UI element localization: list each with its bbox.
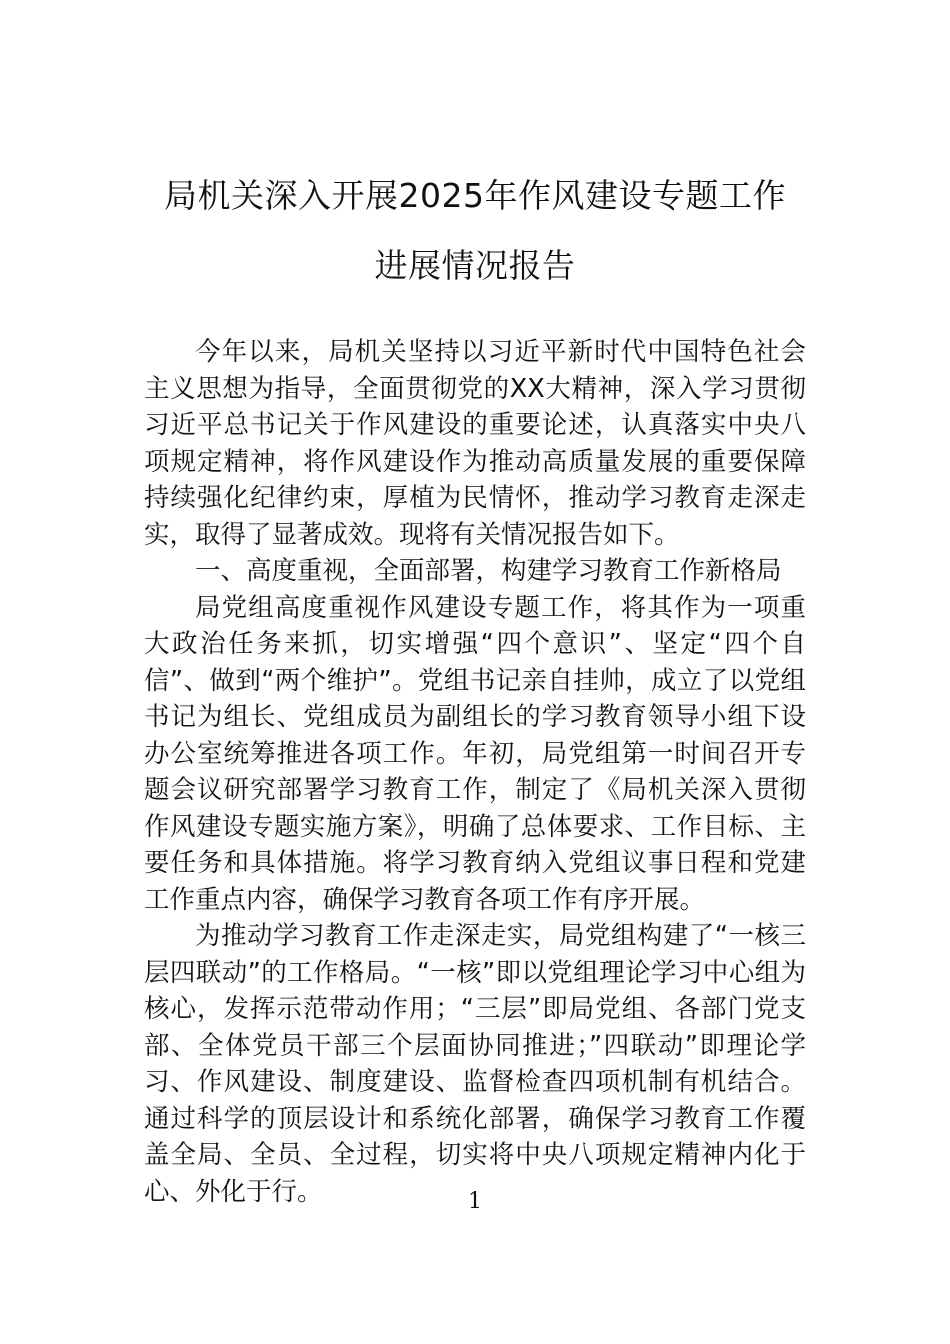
document-title-line2: 进展情况报告 <box>374 246 576 285</box>
section-heading-1: 一、高度重视，全面部署，构建学习教育工作新格局 <box>195 556 782 586</box>
document-title-line1: 局机关深入开展2025年作风建设专题工作 <box>164 176 786 215</box>
document-body <box>144 334 806 1210</box>
section1-paragraph-1: 局党组高度重视作风建设专题工作，将其作为一项重大政治任务来抓，切实增强“四个意识”、坚定“四个自信”、做到“两个维护”。党组书记亲自挂帅，成立了以党组书记为组长、党组成员为副组长的学习教育领导小组下设办公室统筹推进各项工作。年初，局党组第一时间召开专题会议研究部署学习教育工作，制定了《局机关深入贯彻作风建设专题实施方案》，明确了总体要求、工作目标、主要任务和具体措施。将学习教育纳入党组议事日程和党建工作重点内容，确保学习教育各项工作有序开展。 <box>144 592 806 915</box>
page-number: 1 <box>468 1189 482 1214</box>
intro-paragraph: 今年以来，局机关坚持以习近平新时代中国特色社会主义思想为指导，全面贯彻党的XX大精神，深入学习贯彻习近平总书记关于作风建设的重要论述，认真落实中央八项规定精神，将作风建设作为推动高质量发展的重要保障持续强化纪律约束，厚植为民情怀，推动学习教育走深走实，取得了显著成效。现将有关情况报告如下。 <box>144 337 806 550</box>
section1-paragraph-2: 为推动学习教育工作走深走实，局党组构建了“一核三层四联动”的工作格局。“一核”即以党组理论学习中心组为核心，发挥示范带动作用；“三层”即局党组、各部门党支部、全体党员干部三个层面协同推进；”四联动”即理论学习、作风建设、制度建设、监督检查四项机制有机结合。通过科学的顶层设计和系统化部署，确保学习教育工作覆盖全局、全员、全过程，切实将中央八项规定精神内化于心、外化于行。 <box>144 921 806 1207</box>
